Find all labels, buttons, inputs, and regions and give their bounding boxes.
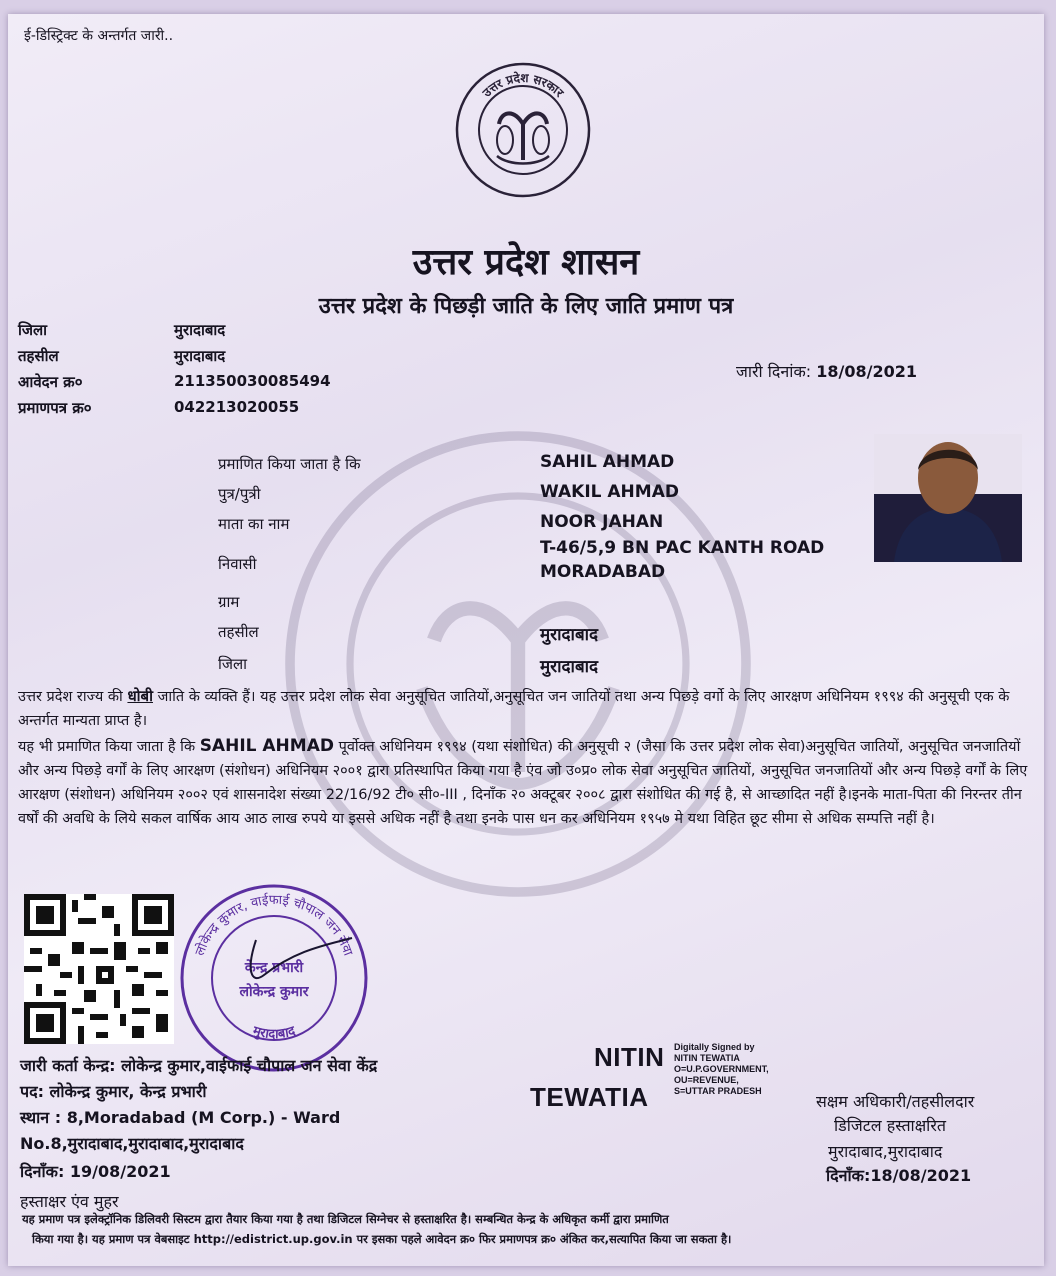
district-label: जिला: [18, 321, 48, 339]
person-district-value: मुरादाबाद: [540, 657, 599, 677]
digital-signature-details: [674, 1042, 769, 1097]
svg-text:लोकेन्द्र कुमार, वाईफाई चौपाल: [192, 892, 356, 958]
certificate-number-value: 042213020055: [174, 398, 300, 416]
eligibility-paragraph-end: पूर्वोक्त अधिनियम १९९४ (यथा संशोधित) की अनुसूची २ (जैसा कि उत्तर प्रदेश लोक सेवा)अनुसूचित जातियों, अनुसूचित जनजातियों और अन्य पिछड़े वर्गों के लिए आरक्षण (संशोधन) अधिनियम २००१ द्वारा प्रतिस्थापित किया गया है एंव जो उ०प्र० लोक सेवा अनुसूचित जातियों, अनुसूचित जनजातियों और अन्य पिछड़े वर्गों के लिए आरक्षण (संशोधन) अधिनियम २००२ एवं शासनादेश संख्या 22/16/92 टी० सी०-III , दिनाँक २० अक्टूबर २००८ द्वारा संशोधित की गई है, से आच्छादित नहीं है।इनके माता-पिता की निरन्तर तीन वर्षों की अवधि के लिये सकल वार्षिक आय आठ लाख रुपये या इससे अधिक नहीं है तथा इनके पास धन कर अधिनियम १९५७ मे यथा विहित छूट सीमा से अधिक सम्पत्ति नहीं है।: [18, 739, 1028, 827]
address-line-2: MORADABAD: [540, 562, 666, 582]
dsig-line: S=UTTAR PRADESH: [674, 1086, 762, 1096]
dsig-line: Digitally Signed by: [674, 1042, 755, 1052]
stamp-bottom-text: मुरादाबाद: [251, 1023, 297, 1043]
eligibility-name: SAHIL AHMAD: [199, 736, 334, 756]
tehsil-value: मुरादाबाद: [174, 347, 226, 365]
caste-paragraph-end: जाति के व्यक्ति हैं। यह उत्तर प्रदेश लोक सेवा अनुसूचित जातियों,अनुसूचित जन जातियों तथा अन्य पिछड़े वर्गो के लिए आरक्षण अधिनियम १९९४ की अनुसूची एक के अन्तर्गत मान्यता प्राप्त है।: [18, 689, 1010, 729]
qr-code: [24, 894, 174, 1044]
dsig-line: OU=REVENUE,: [674, 1075, 739, 1085]
svg-text:मुरादाबाद: [250, 1023, 298, 1042]
issue-date-label: जारी दिनांक:: [736, 362, 812, 381]
issuer-center: जारी कर्ता केन्द्र: लोकेन्द्र कुमार,वाईफाई चौपाल जन सेवा केंद्र: [20, 1056, 378, 1075]
signer-name-2: TEWATIA: [530, 1082, 649, 1112]
certified-label: प्रमाणित किया जाता है कि: [218, 455, 361, 473]
certificate-number-label: प्रमाणपत्र क्र०: [18, 399, 92, 417]
watermark-emblem-icon: [278, 424, 758, 904]
issuer-sign-label: हस्ताक्षर एंव मुहर: [20, 1192, 119, 1211]
village-label: ग्राम: [218, 593, 240, 611]
authority-place: मुरादाबाद,मुरादाबाद: [828, 1142, 943, 1161]
person-tehsil-label: तहसील: [218, 623, 259, 641]
certificate-title: उत्तर प्रदेश के पिछड़ी जाति के लिए जाति प्रमाण पत्र: [318, 294, 734, 319]
caste-paragraph-start: उत्तर प्रदेश राज्य की: [18, 689, 128, 705]
emblem-seal-text: उत्तर प्रदेश सरकार: [479, 70, 567, 100]
mother-name: NOOR JAHAN: [540, 512, 664, 532]
emblem-icon: [453, 60, 593, 200]
dsig-line: O=U.P.GOVERNMENT,: [674, 1064, 769, 1074]
father-name: WAKIL AHMAD: [540, 482, 679, 502]
header-note: ई-डिस्ट्रिक्ट के अन्तर्गत जारी..: [24, 28, 174, 44]
issuer-place-line-1: स्थान : 8,Moradabad (M Corp.) - Ward: [20, 1108, 341, 1127]
footer-line-2: किया गया है। यह प्रमाण पत्र वेबसाइट http://edistrict.up.gov.in पर इसका पहले आवेदन क्र० फिर प्रमाणपत्र क्र० अंकित कर,सत्यापित किया जा सकता है।: [32, 1232, 732, 1246]
government-title: उत्तर प्रदेश शासन: [412, 242, 640, 283]
issue-date: [736, 360, 917, 382]
application-number-value: 211350030085494: [174, 372, 331, 390]
application-number-label: आवेदन क्र०: [18, 373, 83, 391]
signer-name-1: NITIN: [594, 1042, 665, 1072]
issuer-post: पद: लोकेन्द्र कुमार, केन्द्र प्रभारी: [20, 1082, 207, 1101]
applicant-name: SAHIL AHMAD: [540, 452, 675, 472]
authority-signed: डिजिटल हस्ताक्षरित: [834, 1116, 946, 1135]
person-photo-icon: [874, 434, 1022, 562]
mother-label: माता का नाम: [218, 515, 290, 533]
eligibility-paragraph: [18, 734, 1028, 831]
footer-line-1: यह प्रमाण पत्र इलेक्ट्रॉनिक डिलिवरी सिस्टम द्वारा तैयार किया गया है तथा डिजिटल सिग्नेचर से हस्ताक्षरित है। सम्बन्धित केन्द्र के अधिकृत कर्मी द्वारा प्रमाणित: [22, 1212, 669, 1226]
issuer-place-line-2: No.8,मुरादाबाद,मुरादाबाद,मुरादाबाद: [20, 1134, 244, 1153]
caste-paragraph: [18, 684, 1028, 733]
authority-title: सक्षम अधिकारी/तहसीलदार: [816, 1092, 975, 1111]
district-value: मुरादाबाद: [174, 321, 226, 339]
issuer-date: दिनाँक: 19/08/2021: [20, 1162, 171, 1181]
caste-name: धोबी: [127, 687, 153, 705]
address-line-1: T-46/5,9 BN PAC KANTH ROAD: [540, 538, 825, 558]
authority-date: दिनाँक:18/08/2021: [826, 1166, 972, 1185]
stamp-ring-text: लोकेन्द्र कुमार, वाईफाई चौपाल जन सेवा: [192, 892, 356, 958]
seal-stamp: [176, 880, 372, 1076]
eligibility-paragraph-start: यह भी प्रमाणित किया जाता है कि: [18, 739, 200, 755]
dsig-line: NITIN TEWATIA: [674, 1053, 740, 1063]
resident-label: निवासी: [218, 555, 257, 573]
person-tehsil-value: मुरादाबाद: [540, 625, 599, 645]
stamp-line-1: केन्द्र प्रभारी: [244, 960, 304, 976]
person-district-label: जिला: [218, 655, 248, 673]
applicant-photo: [874, 434, 1022, 562]
father-label: पुत्र/पुत्री: [218, 485, 261, 503]
certificate-page: [8, 14, 1044, 1266]
issue-date-value: 18/08/2021: [816, 362, 917, 381]
tehsil-label: तहसील: [18, 347, 59, 365]
stamp-line-2: लोकेन्द्र कुमार: [239, 984, 309, 1000]
